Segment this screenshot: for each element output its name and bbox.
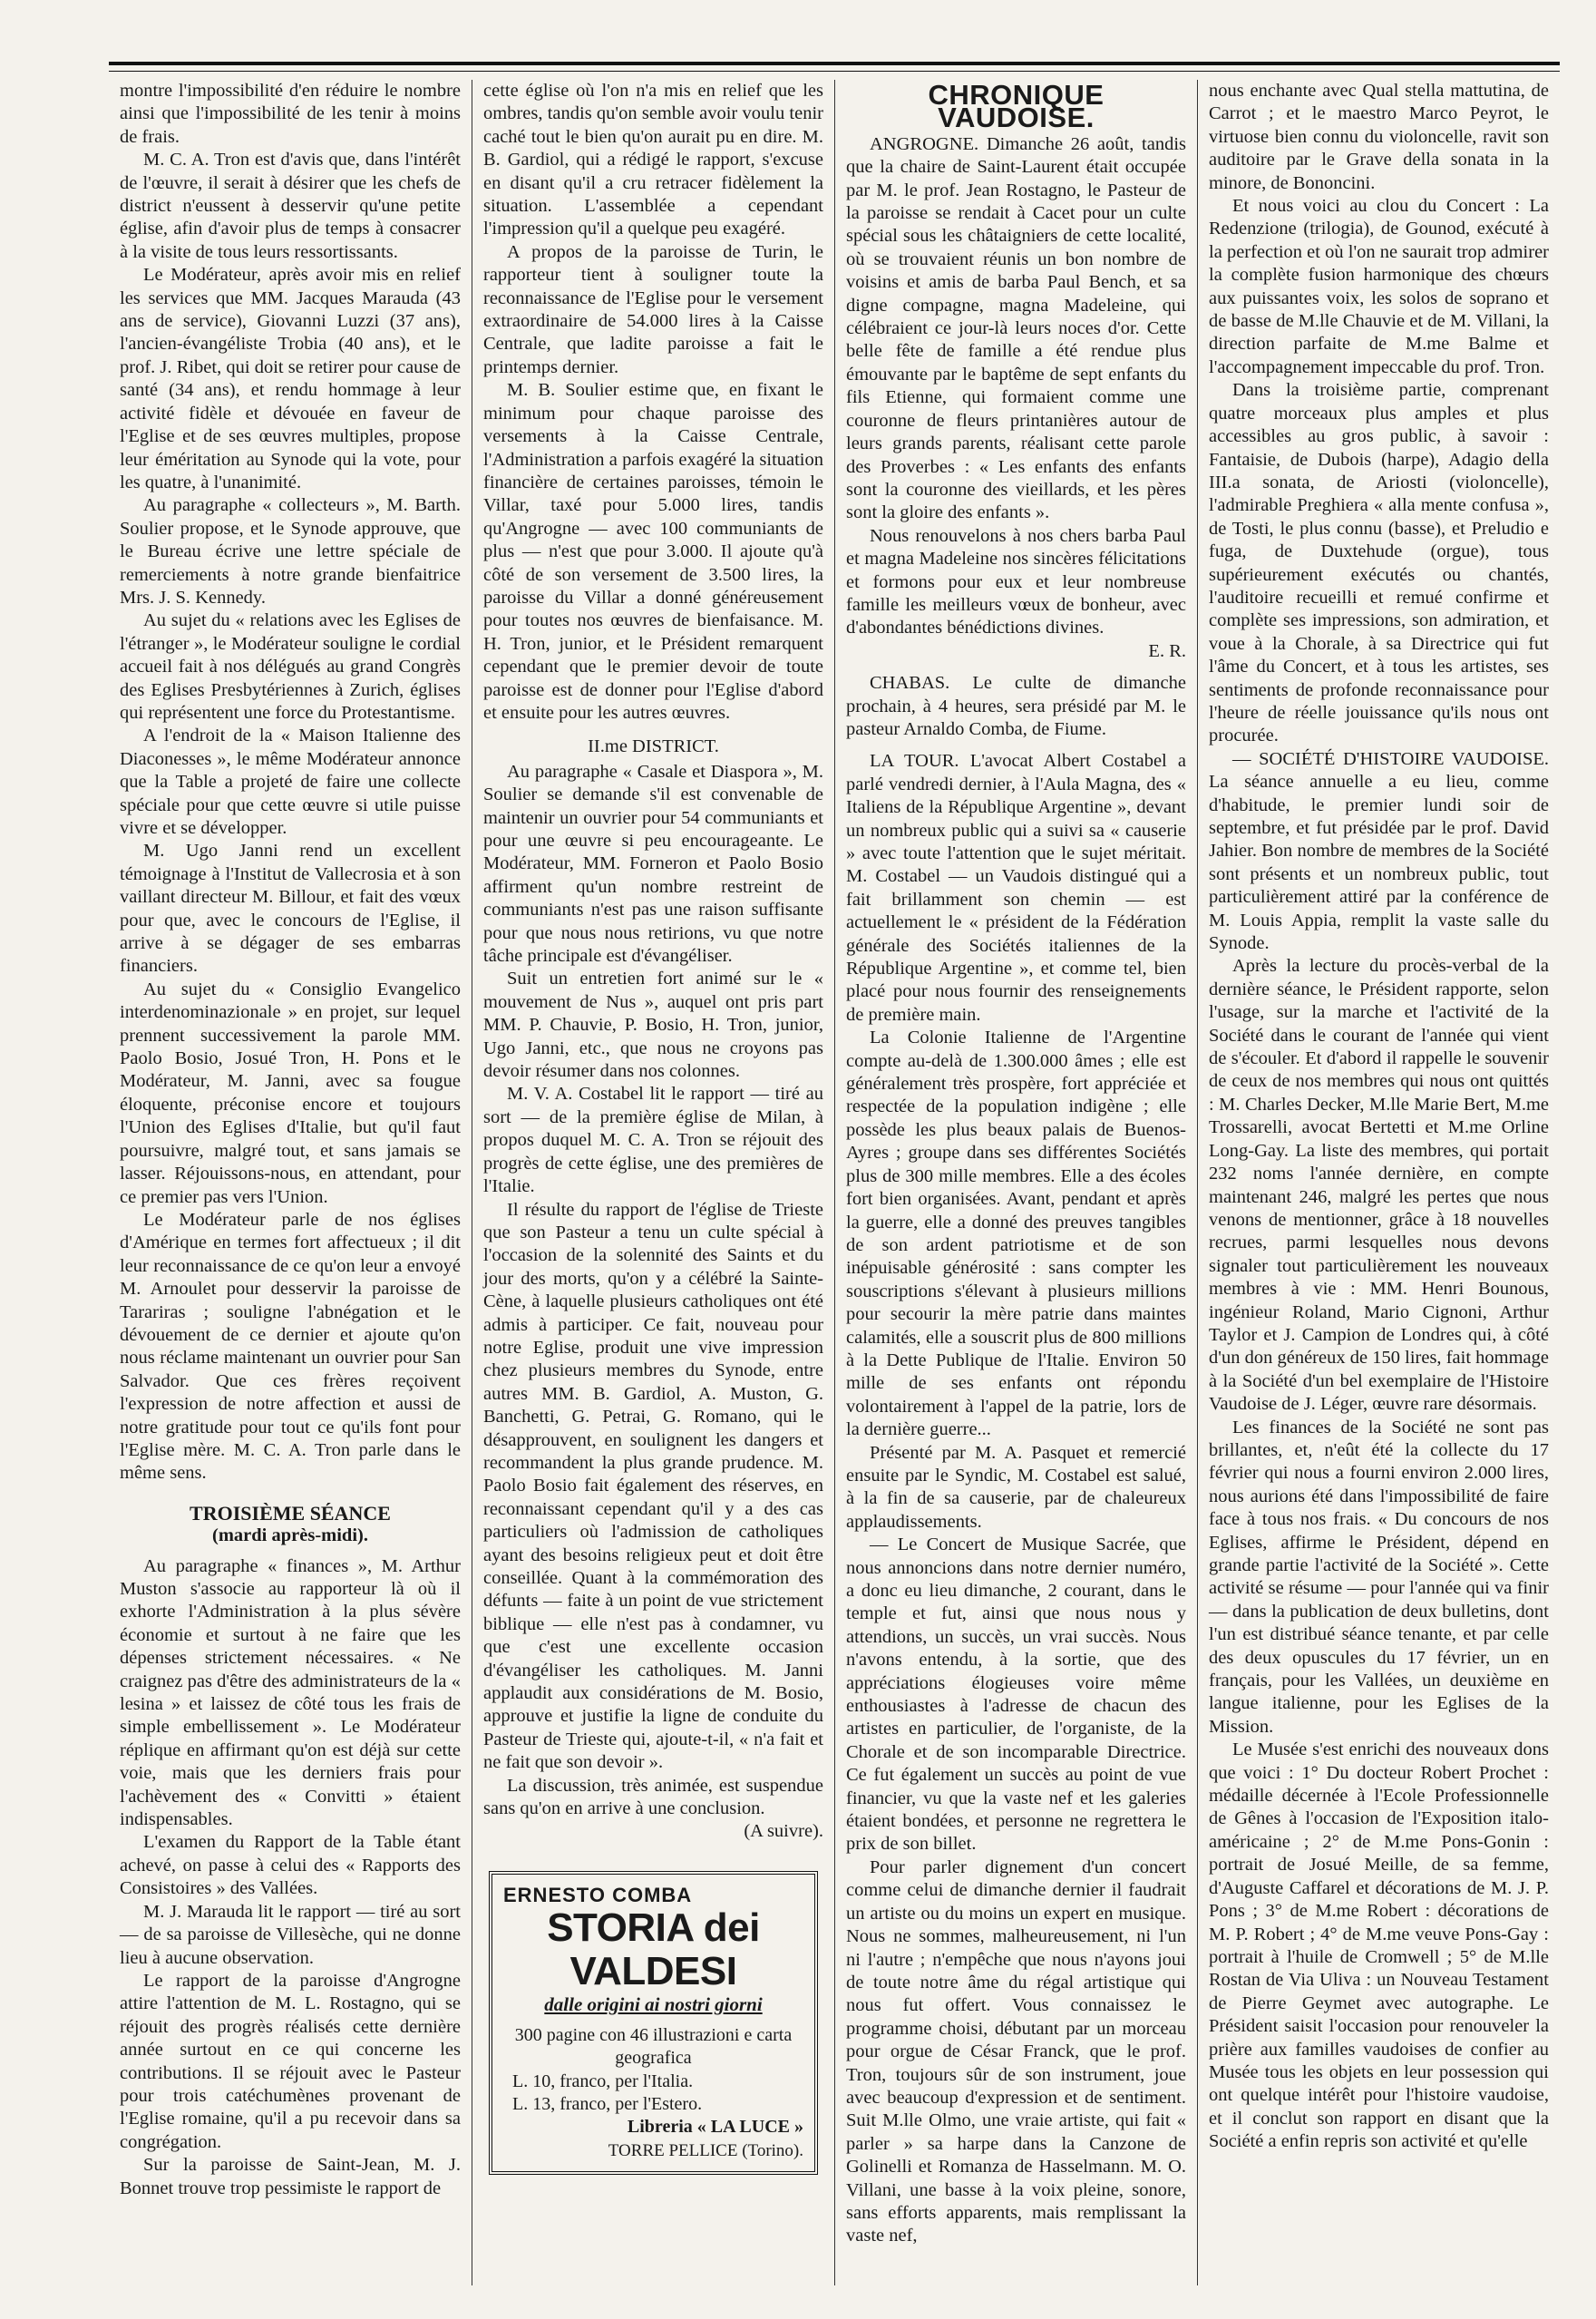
column-1 — [109, 80, 472, 2285]
paragraph: Suit un entretien fort animé sur le « mouvement de Nus », auquel ont pris part MM. P. Chauvie, P. Bosio, H. Tron, junior, Ugo Janni, etc., que nous ne croyons pas devoir résumer dans nos colonnes. — [483, 969, 823, 1082]
paragraph: Sur la paroisse de Saint-Jean, M. J. Bonnet trouve trop pessimiste le rapport de — [120, 2155, 461, 2198]
paragraph: A propos de la paroisse de Turin, le rapporteur tient à souligner toute la reconnaissance de l'Eglise pour le versement extraordinaire de 54.000 lires à la Caisse Centrale, que ladite paroisse a fait le printemps dernier. — [483, 241, 823, 377]
ad-info: 300 pagine con 46 illustrazioni e carta geografica — [514, 2024, 793, 2069]
paragraph: Au paragraphe « finances », M. Arthur Muston s'associe au rapporteur là où il exhorte l'Administration à la plus sévère économie et surtout à ne faire que les dépenses strictement nécessaires. « Ne craignez pas d'être des administrateurs de la « lesina » et laissez de côté tous les frais de simple embellissement ». Le Modérateur réplique en affirmant qu'on est déjà sur cette voie, mais que les derniers frais pour l'achèvement des « Convitti » étaient indispensables. — [120, 1555, 461, 1830]
paragraph: La discussion, très animée, est suspendue sans qu'on en arrive à une conclusion. — [483, 1775, 823, 1819]
paragraph: Dans la troisième partie, comprenant quatre morceaux plus amples et plus accessibles au gros public, à savoir : Fantaisie, de Dubois (harpe), Adagio della III.a sonata, de Ariosti (violoncelle), l'admirable Preghiera « alla mente confusa », de Tosti, le plus connu (basse), et Preludio e fuga, de Duxtehude (orgue), tous supérieurement exécutés ou chantés, l'auditoire recueilli et remué confirme et complète ses impressions, son admiration, et voue à la Chorale, à sa Directrice qui fut l'âme du Concert, et à tous les artistes, ses sentiments de profonde reconnaissance pour l'heure de réelle jouissance qu'ils nous ont procurée. — [1209, 380, 1549, 746]
paragraph: — SOCIÉTÉ D'HISTOIRE VAUDOISE. La séance annuelle a eu lieu, comme d'habitude, le premier lundi soir de septembre, et fut présidée par le prof. David Jahier. Bon nombre de membres de la Société sont présents et un nombreux public, tout particulièrement attiré par la conférence de M. Louis Appia, remplit la vaste salle du Synode. — [1209, 748, 1549, 954]
newspaper-page — [109, 54, 1560, 2285]
paragraph: M. C. A. Tron est d'avis que, dans l'intérêt de l'œuvre, il serait à désirer que les chefs de district n'eussent à desservir qu'une petite église, afin d'avoir plus de temps à consacrer à la visite de tous leurs ressortissants. — [120, 150, 461, 262]
paragraph: LA TOUR. L'avocat Albert Costabel a parlé vendredi dernier, à l'Aula Magna, des « Italiens de la République Argentine », devant un nombreux public qui a suivi sa « causerie » avec toute l'attention que le sujet méritait. M. Costabel — un Vaudois distingué qui a fait brillamment son chemin — est actuellement le « président de la Fédération générale des Sociétés italiennes de la République Argentine », et comme tel, bien placé pour nous fournir des renseignements de première main. — [846, 751, 1186, 1025]
paragraph: M. J. Marauda lit le rapport — tiré au sort — de sa paroisse de Villesèche, qui ne donne lieu à aucune observation. — [120, 1901, 461, 1968]
chronicle-heading: CHRONIQUE VAUDOISE. — [928, 80, 1105, 134]
section-subheading: (mardi après-midi). — [212, 1525, 368, 1546]
ad-price-abroad: L. 13, franco, per l'Estero. — [512, 2093, 703, 2114]
ad-place: TORRE PELLICE (Torino). — [608, 2140, 803, 2160]
book-advertisement — [489, 1871, 818, 2175]
paragraph: Au sujet du « relations avec les Eglises de l'étranger », le Modérateur souligne le cordial accueil fait à nos délégués au grand Congrès des Eglises Presbytériennes à Zurich, églises qui représentent une force du Protestantisme. — [120, 610, 461, 723]
column-3 — [834, 80, 1197, 2285]
ad-publisher: ERNESTO COMBA — [503, 1883, 693, 1906]
paragraph: Le Modérateur parle de nos églises d'Amérique en termes fort affectueux ; il dit leur reconnaissance de ce qu'on leur a envoyé M. Arnoulet pour desservir la paroisse de Tarariras ; souligne l'abnégation et le dévouement de ce dernier et ajoute qu'on nous réclame maintenant un ouvrier pour San Salvador. Que ces frères reçoivent l'expression de notre affection et aussi de notre gratitude pour tout ce qu'ils font pour l'Eglise mère. M. C. A. Tron parle dans le même sens. — [120, 1209, 461, 1484]
top-rule — [109, 62, 1560, 72]
paragraph: Et nous voici au clou du Concert : La Redenzione (trilogia), de Gounod, exécuté à la perfection et où l'on ne saurait trop admirer la complète fusion harmonique des chœurs aux puissantes voix, les solos de soprano et de basse de M.lle Chauvie et de M. Villani, la direction parfaite de M.me Balme et l'accompagnement impeccable du prof. Tron. — [1209, 196, 1549, 377]
paragraph: A l'endroit de la « Maison Italienne des Diaconesses », le même Modérateur annonce que la Table a projeté de faire une collecte spéciale pour que cette œuvre si utile puisse vivre et se développer. — [120, 726, 461, 838]
paragraph: Le Modérateur, après avoir mis en relief les services que MM. Jacques Marauda (43 ans de service), Giovanni Luzzi (37 ans), l'ancien-évangéliste Trobia (40 ans), et le prof. J. Ribet, qui doit se retirer pour cause de santé (34 ans), et rendu hommage à leur activité fidèle et dévouée en faveur de l'Eglise et de ses œuvres multiples, propose leur éméritation au Synode qui la vote, pour les quatre, à l'unanimité. — [120, 265, 461, 492]
ad-title: STORIA dei VALDESI — [547, 1905, 760, 1994]
paragraph: Pour parler dignement d'un concert comme celui de dimanche dernier il faudrait un artiste ou du moins un expert en musique. Nous ne sommes, malheureusement, ni l'un ni l'autre ; n'empêche que nous n'ayons joui de toute notre âme du régal artistique qui nous fut offert. Vous connaissez le programme choisi, débutant par un morceau pour orgue de César Franck, que le prof. Tron, toujours sûr de son instrument, joue avec beaucoup d'expression et de sentiment. Suit M.lle Olmo, une vraie artiste, qui fait « parler » sa harpe dans la Canzone de Golinelli et Romanza de Hasselmann. M. O. Villani, une basse à la voix pleine, sonore, sans efforts apparents, mais remplissant la vaste nef, — [846, 1856, 1186, 2246]
paragraph: Le rapport de la paroisse d'Angrogne attire l'attention de M. L. Rostagno, qui se réjouit des progrès réalisés cette dernière année surtout en ce qui concerne les contributions. Il se réjouit avec le Pasteur pour trois catéchumènes provenant de l'Eglise romaine, qu'il a pu recevoir dans sa congrégation. — [120, 1970, 461, 2152]
paragraph: La Colonie Italienne de l'Argentine compte au-delà de 1.300.000 âmes ; elle est généralement très prospère, fort appréciée et respectée de la population indigène ; elle possède les plus beaux palais de Buenos-Ayres ; groupe dans ses différentes Sociétés plus de 300 mille membres. Elle a des écoles fort bien organisées. Avant, pendant et après la guerre, elle a donné des preuves tangibles de son ardent patriotisme et de son inépuisable générosité : sans compter les souscriptions s'élevant à plusieurs millions pour secourir la mère patrie dans maintes calamités, elle a souscrit plus de 800 millions à la Dette Publique de l'Italie. Environ 50 mille de ses enfants ont répondu volontairement à l'appel de la patrie, lors de la dernière guerre... — [846, 1028, 1186, 1440]
paragraph: M. V. A. Costabel lit le rapport — tiré au sort — de la première église de Milan, à propos duquel M. C. A. Tron se réjouit des progrès de cette église, une des premières de l'Italie. — [483, 1084, 823, 1197]
paragraph: M. B. Soulier estime que, en fixant le minimum pour chaque paroisse des versements à la Caisse Centrale, l'Administration a parfois exagéré la situation financière de certaines paroisses, témoin le Villar, taxé pour 5.000 lires, tandis qu'Angrogne — avec 100 communiants de plus — n'est que pour 3.000. Il ajoute qu'à côté de son versement de 3.500 lires, la paroisse du Villar a donné généreusement pour toutes nos œuvres de bienfaisance. M. H. Tron, junior, et le Président remarquent cependant que le premier devoir de toute paroisse est de donner pour l'Eglise d'abord et ensuite pour les autres œuvres. — [483, 380, 823, 723]
ad-price-italy: L. 10, franco, per l'Italia. — [512, 2071, 694, 2091]
column-2 — [472, 80, 834, 2285]
paragraph: Les finances de la Société ne sont pas brillantes, et, n'eût été la collecte du 17 février qui nous a fourni environ 2.000 lires, nous aurions été dans l'impossibilité de faire face à tous nos frais. « Du concours de nos Eglises, affirme le Président, dépend en grande partie l'activité de la Société ». Cette activité se résume — pour l'année qui va finir — dans la publication de deux bulletins, dont l'un est distribué séance tenante, et par celle des deux opuscules du 17 février, un en français, pour les Vallées, un deuxième en langue italienne, pour les Eglises de la Mission. — [1209, 1417, 1549, 1737]
district-heading: II.me DISTRICT. — [588, 736, 719, 757]
signature: E. R. — [1148, 640, 1186, 661]
paragraph: montre l'impossibilité d'en réduire le nombre ainsi que l'impossibilité de les tenir à moins de frais. — [120, 81, 461, 147]
column-4 — [1197, 80, 1560, 2285]
to-be-continued: (A suivre). — [744, 1821, 823, 1842]
columns — [109, 80, 1560, 2285]
paragraph: Il résulte du rapport de l'église de Trieste que son Pasteur a tenu un culte spécial à l'occasion de la solennité des Saints et du jour des morts, qu'on y a célébré la Sainte-Cène, à laquelle plusieurs catholiques ont été admis à participer. Ce fait, nouveau pour notre Eglise, produit une vive impression chez plusieurs membres du Synode, entre autres MM. B. Gardiol, A. Muston, G. Banchetti, G. Petrai, G. Romano, qui le désapprouvent, en soulignent les dangers et recommandent la plus grande prudence. M. Paolo Bosio fait également des réserves, en reconnaissant cependant qu'il y a des cas particuliers où l'admission de catholiques ayant des besoins religieux peut et doit être conseillée. Quant à la commémoration des défunts — faite à un point de vue strictement biblique — elle n'est pas à condamner, vu que c'est une excellente occasion d'évangéliser les catholiques. M. Janni applaudit aux considérations de M. Bosio, approuve et justifie la ligne de conduite du Pasteur de Trieste qui, ajoute-t-il, « n'a fait et ne fait que son devoir ». — [483, 1199, 823, 1773]
paragraph: CHABAS. Le culte de dimanche prochain, à 4 heures, sera présidé par M. le pasteur Arnaldo Comba, de Fiume. — [846, 673, 1186, 739]
paragraph: L'examen du Rapport de la Table étant achevé, on passe à celui des « Rapports des Consistoires » des Vallées. — [120, 1832, 461, 1899]
ad-subtitle: dalle origini ai nostri giorni — [544, 1993, 763, 2016]
paragraph: cette église où l'on n'a mis en relief que les ombres, tandis qu'on semble avoir voulu tenir caché tout le bien qu'on aurait pu en dire. M. B. Gardiol, qui a rédigé le rapport, s'excuse en disant qu'il a cru retracer fidèlement la situation. L'assemblée a cependant l'impression qu'il a quelque peu exagéré. — [483, 81, 823, 239]
paragraph: Après la lecture du procès-verbal de la dernière séance, le Président rapporte, selon l'usage, sur la marche et l'activité de la Société dans le courant de l'année qui vient de s'écouler. Et d'abord il rappelle le souvenir de ceux de nos membres qui nous ont quittés : M. Charles Decker, M.lle Marie Bert, M.me Trossarelli, avocat Bertetti et M.me Orline Long-Gay. La liste des membres, qui portait 232 noms l'année dernière, en compte maintenant 246, malgré les pertes que nous venons de mentionner, grâce à 18 nouvelles recrues, parmi lesquelles nous devons signaler tout particulièrement les nouveaux membres à vie : MM. Henri Bounous, ingénieur Roland, Mario Cignoni, Arthur Taylor et J. Campion de Londres qui, à côté d'un don généreux de 150 lires, fait hommage à la Société d'un bel exemplaire de l'Histoire Vaudoise de J. Léger, œuvre rare désormais. — [1209, 956, 1549, 1415]
paragraph: ANGROGNE. Dimanche 26 août, tandis que la chaire de Saint-Laurent était occupée par M. le prof. Jean Rostagno, le Pasteur de la paroisse se rendait à Cacet pour un culte spécial sous les châtaigniers de cette localité, où se trouvaient réunis un bon nombre de voisins et amis de barba Paul Bench, et sa digne compagne, magna Madeleine, qui célébraient ce jour-là leurs noces d'or. Cette belle fête de famille a été rendue plus émouvante par le baptême de sept enfants du fils Etienne, qui formaient comme une couronne de fleurs printanières autour de leurs grands parents, réalisant cette parole des Proverbes : « Les enfants des enfants sont la couronne des vieillards, et les pères sont la gloire des enfants ». — [846, 133, 1186, 523]
paragraph: M. Ugo Janni rend un excellent témoignage à l'Institut de Vallecrosia et à son vaillant directeur M. Billour, et fait des vœux pour que, avec le concours de l'Eglise, il arrive à se dégager de ses embarras financiers. — [120, 841, 461, 977]
paragraph: nous enchante avec Qual stella mattutina, de Carrot ; et le maestro Marco Peyrot, le virtuose bien connu du violoncelle, ravit son auditoire par le Grave della sonata in la minore, de Bononcini. — [1209, 81, 1549, 193]
paragraph: Au sujet du « Consiglio Evangelico interdenominazionale » en projet, sur lequel prennent successivement la parole MM. Paolo Bosio, Josué Tron, H. Pons et le Modérateur, M. Janni, avec sa fougue éloquente, préconise encore et toujours l'Union des Eglises d'Italie, but qu'il faut poursuivre, malgré tout, et sans jamais se lasser. Réjouissons-nous, en attendant, pour ce premier pas vers l'Union. — [120, 979, 461, 1207]
paragraph: Nous renouvelons à nos chers barba Paul et magna Madeleine nos sincères félicitations et formons pour eux et leur nombreuse famille les meilleurs vœux de bonheur, avec d'abondantes bénédictions divines. — [846, 525, 1186, 638]
paragraph: Au paragraphe « Casale et Diaspora », M. Soulier se demande s'il est convenable de maintenir un ouvrier pour 54 communiants et pour une œuvre si peu encourageante. Le Modérateur, MM. Forneron et Paolo Bosio affirment qu'un nombre restreint de communiants n'est pas une raison suffisante pour que nous nous retirions, vu que notre tâche principale est d'évangéliser. — [483, 761, 823, 967]
ad-bookshop: Libreria « LA LUCE » — [627, 2117, 803, 2138]
paragraph: Présenté par M. A. Pasquet et remercié ensuite par le Syndic, M. Costabel est salué, à la fin de sa causerie, par de chaleureux applaudissements. — [846, 1442, 1186, 1532]
paragraph: — Le Concert de Musique Sacrée, que nous annoncions dans notre dernier numéro, a donc eu lieu dimanche, 2 courant, dans le temple et fut, ainsi que nous nous y attendions, un succès, un vrai succès. Nous n'avons entendu, à la sortie, que des appréciations élogieuses voire même enthousiastes à l'adresse de chacun des artistes en particulier, de l'organiste, de la Chorale et de son incomparable Directrice. Ce fut également un succès au point de vue financier, vu que la vaste nef et les galeries étaient bondées, et personne ne regrettera le prix de son billet. — [846, 1535, 1186, 1855]
section-heading: TROISIÈME SÉANCE — [190, 1501, 391, 1525]
paragraph: Le Musée s'est enrichi des nouveaux dons que voici : 1° Du docteur Robert Prochet : médaille décernée à l'Ecole Professionnelle de Gênes à l'occasion de l'Exposition italo-américaine ; 2° de M.me Pons-Gonin : portrait de Josué Meille, de sa femme, d'Auguste Caffarel et décorations de M. J. P. Pons ; 3° de M.me Robert : décorations de M. P. Robert ; 4° de M.me veuve Pons-Gay : portrait à l'huile de Cromwell ; 5° de M.lle Rostan de Via Uliva : un Nouveau Testament de Pierre Geymet avec autographe. Le Président saisit l'occasion pour renouveler la prière aux familles vaudoises de confier au Musée tous les objets en leur possession qui ont quelque intérêt pour l'histoire vaudoise, et il conclut son rapport en disant que la Société a enfin repris son activité et qu'elle — [1209, 1739, 1549, 2152]
paragraph: Au paragraphe « collecteurs », M. Barth. Soulier propose, et le Synode approuve, que le Bureau écrive une lettre spéciale de remerciements à notre grande bienfaitrice Mrs. J. S. Kennedy. — [120, 495, 461, 608]
